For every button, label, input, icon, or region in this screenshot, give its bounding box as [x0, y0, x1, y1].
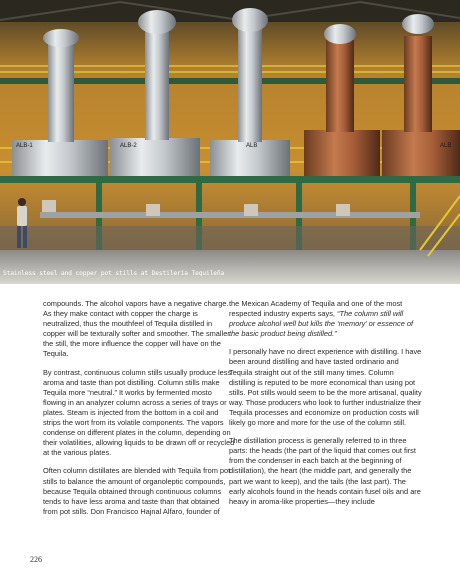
paragraph: By contrast, continuous column stills usually produce less aroma and taste than pot distilling. Column stills make Tequila more “neutral.” It works by fermented mosto flowing in an analyzer column across a series of trays or plates. Steam is injected from the bottom in a coil and strips the wort from its volatile components. The vapors condense on different plates in the column, depending on their volatilities, allowing liquids to be drawn off or recycled at the various plates.	[43, 367, 235, 458]
still-label: ALB-1	[16, 143, 33, 149]
paragraph: compounds. The alcohol vapors have a negative charge. As they make contact with copper the charge is neutralized, thus the mouthfeel of Tequila distilled in copper will be texturally softer and smoother. The smaller the still, the more influence the copper will have on the Tequila.	[43, 299, 230, 359]
pull-quote: “The column still will produce alcohol well but kills the ‘memory’ or essence of the basic product being distilled.”	[229, 309, 414, 339]
distillery-photo	[0, 0, 460, 284]
still-label: ALB-2	[120, 143, 137, 149]
paragraph: The distillation process is generally referred to in three parts: the heads (the part of the liquid that comes out first from the condenser in each batch at the beginning of distillation), the heart (the middle part, and generally the part we want to keep), and the tails (the last part). The early alcohols found in the heads contain fusel oils and are heavy in aroma-like properties—they include	[229, 436, 421, 506]
quote-intro: the Mexican Academy of Tequila and one of the most respected industry experts says,	[229, 299, 403, 319]
paragraph-with-quote	[229, 299, 422, 339]
pot-stills-illustration	[0, 0, 460, 284]
still-label: ALB	[440, 143, 452, 149]
paragraph: Often column distillates are blended with Tequila from pot stills to balance the amount of organoleptic compounds, because Tequila obtained through continuous columns tends to have less aroma and taste than that obtained from pot stills. Don Francisco Hajnal Alfaro, founder of	[43, 466, 231, 516]
left-column	[43, 299, 236, 525]
photo-caption: Stainless steel and copper pot stills at Destilería Tequileña	[3, 270, 225, 277]
page-number: 226	[30, 555, 42, 564]
right-column	[229, 299, 422, 515]
still-label: ALB	[246, 143, 258, 149]
paragraph: I personally have no direct experience with distilling. I have been around distilling and have tasted ordinario and Tequila straight out of the still many times. Column distilling is reputed to be more economical than using pot stills. Pot stills would seem to be the more artisanal, quality way. Those producers who look to further industrialize their Tequila processes and economize on production costs will likely go more and more for the use of the column still.	[229, 347, 422, 428]
